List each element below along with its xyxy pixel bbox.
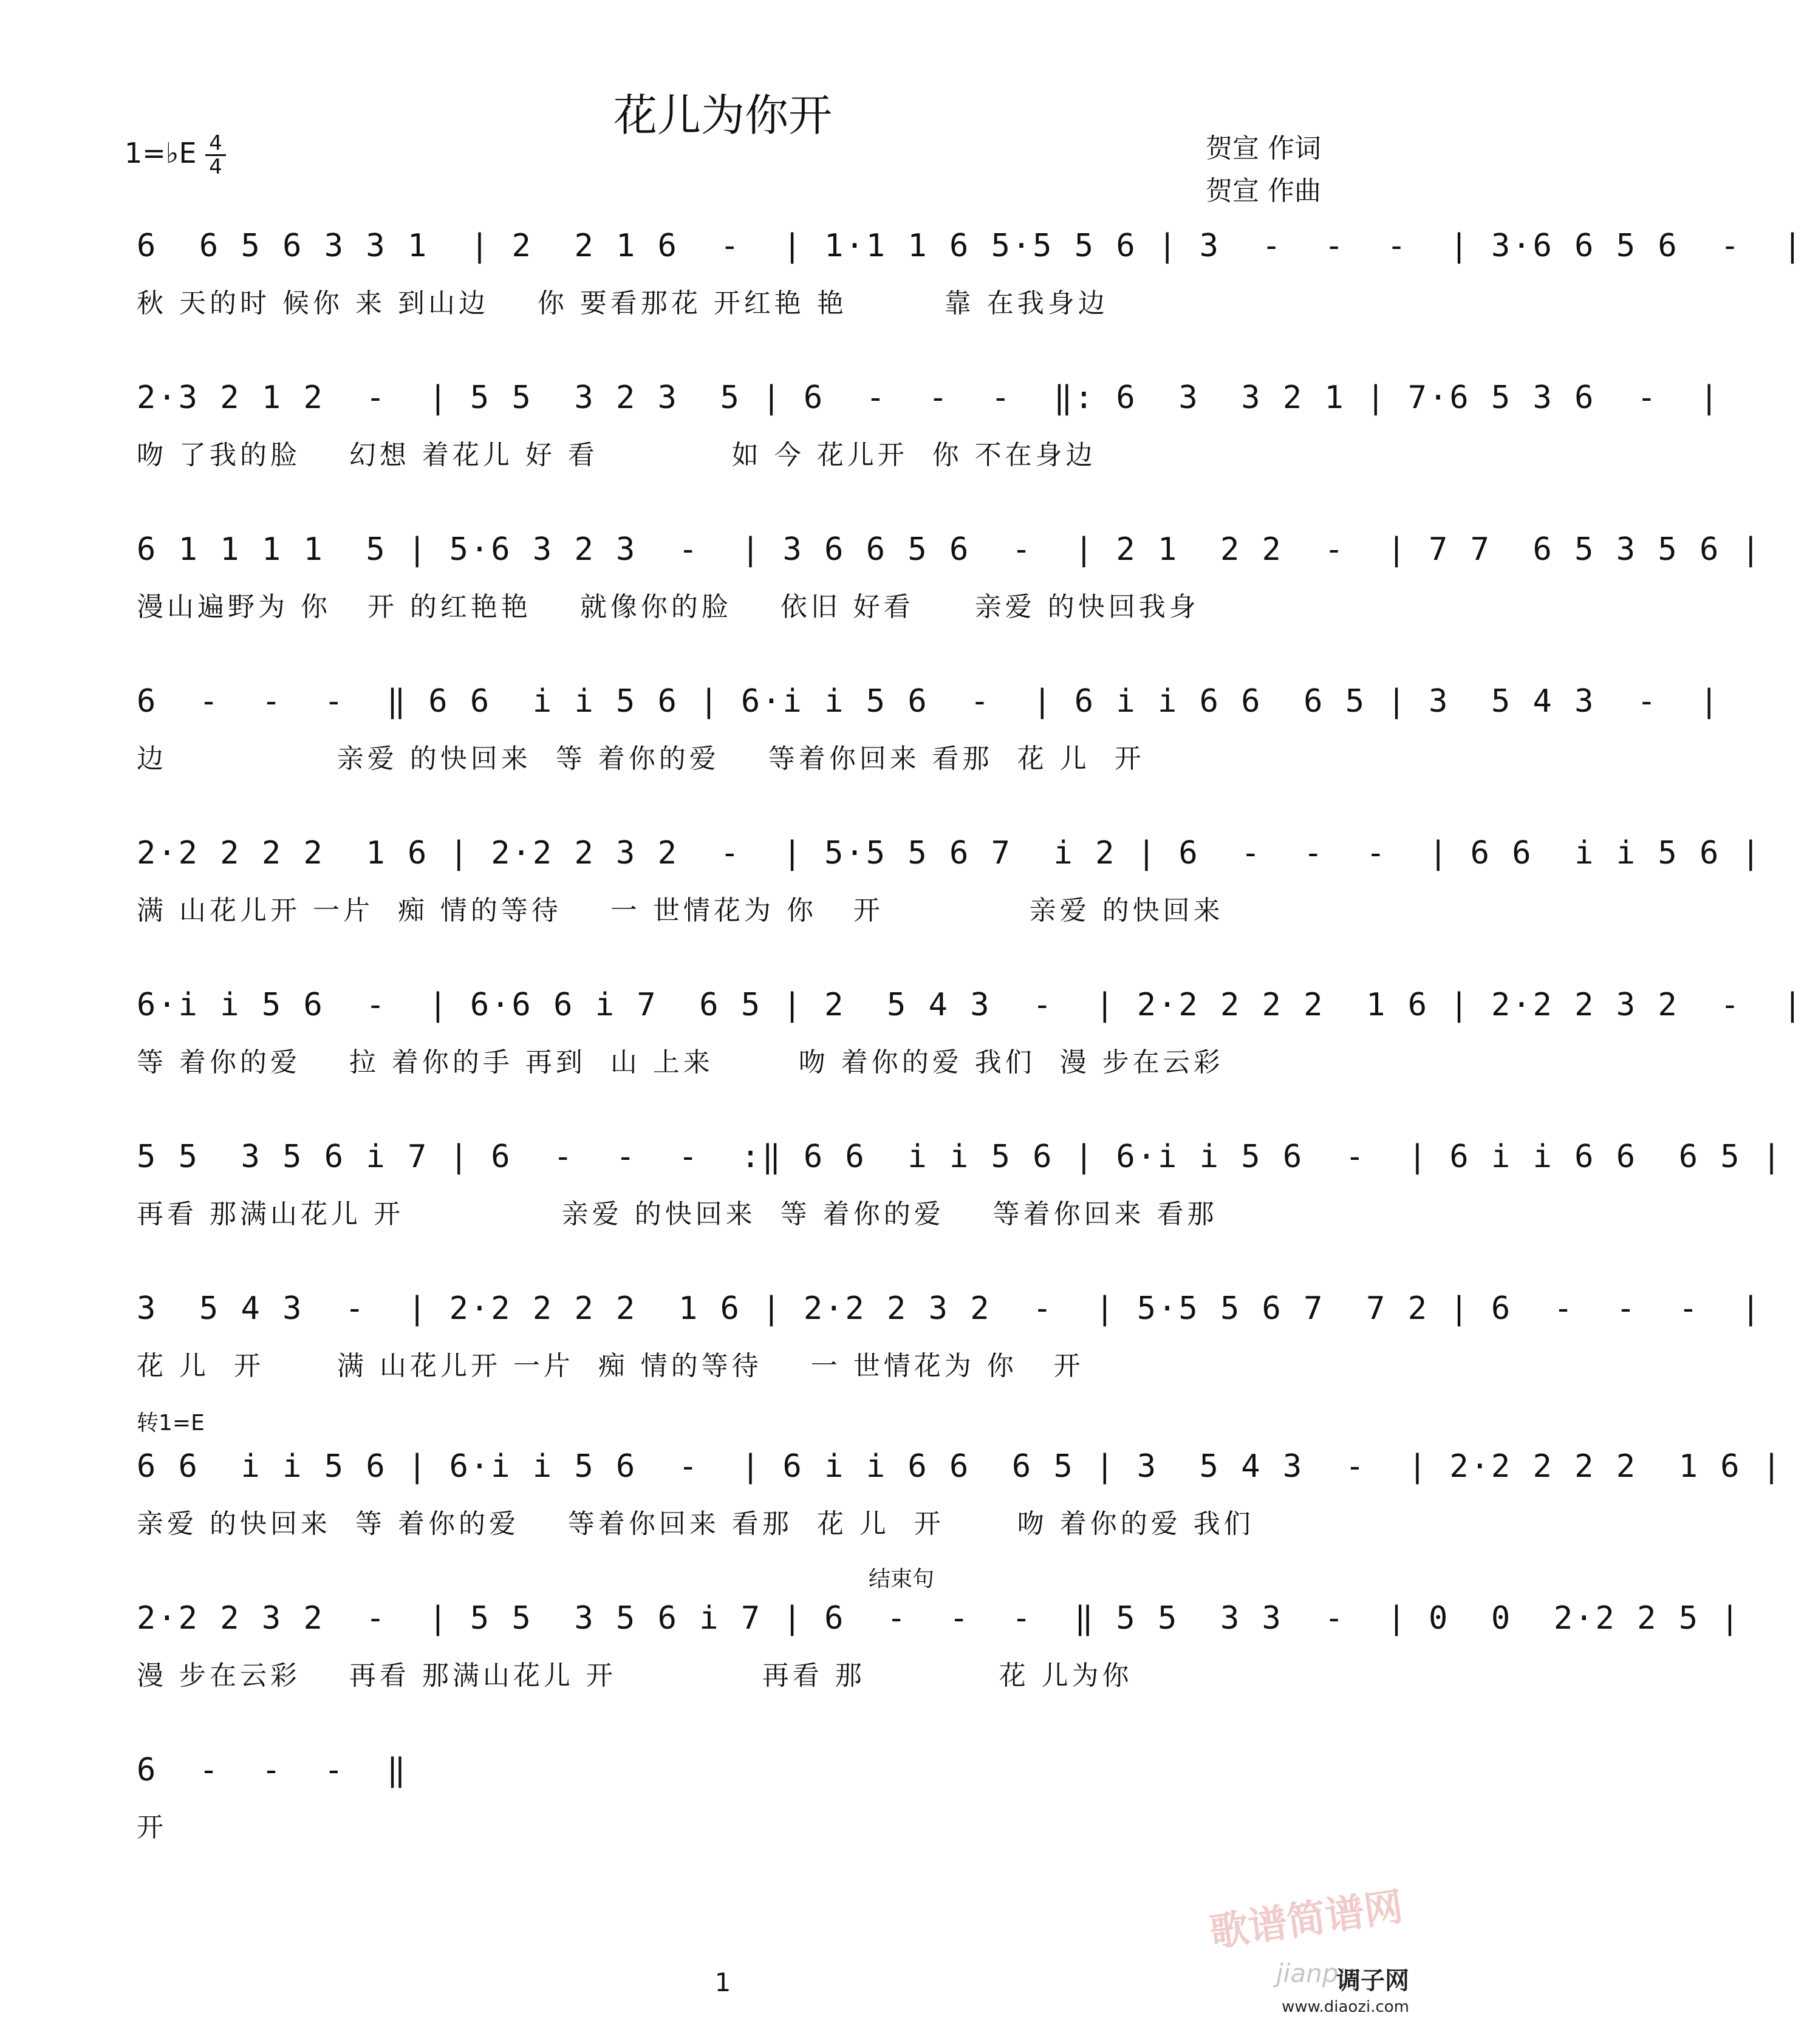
notation-text: 2·2 2 2 2 1 6 | 2·2 2 3 2 - | 5·5 5 6 7 i 2 | 6 - - - | 6 6 i i 5 6 | [137,835,1762,871]
notation-line [137,1290,1762,1351]
lyrics-line: 花 儿 开 满 山花儿开 一片 痴 情的等待 一 世情花为 你 开 [137,1351,1084,1381]
time-signature [205,132,226,178]
notation-line [137,1752,1327,1813]
notation-line [137,987,1804,1048]
score-system-9 [137,1448,1783,1600]
score-system-6 [137,987,1804,1139]
notation-text: 6 6 i i 5 6 | 6·i i 5 6 - | 6 i i 6 6 6 5 | 3 5 4 3 - | 2·2 2 2 2 1 6 | [137,1448,1783,1485]
score-system-11 [137,1752,1327,1904]
watermark-subtext: jianpu [1276,1958,1355,1988]
lyrics-line: 等 着你的爱 拉 着你的手 再到 山 上来 吻 着你的爱 我们 漫 步在云彩 [137,1047,1224,1078]
lyrics-line: 满 山花儿开 一片 痴 情的等待 一 世情花为 你 开 亲爱 的快回来 [137,895,1224,926]
notation-line [137,1448,1783,1509]
notation-text: 3 5 4 3 - | 2·2 2 2 2 1 6 | 2·2 2 3 2 - | 5·5 5 6 7 7 2 | 6 - - - | [137,1290,1762,1327]
score-system-7 [137,1139,1783,1290]
notation-text: 6 6 5 6 3 3 1 | 2 2 1 6 - | 1·1 1 6 5·5 5 6 | 3 - - - | 3·6 6 5 6 - | [137,228,1804,264]
notation-line [137,683,1721,744]
score-system-5 [137,835,1762,987]
key-signature: 1=♭E [125,137,197,169]
watermark-brand: 调子网 [1336,1967,1409,1995]
score-system-10 [137,1600,1741,1752]
notation-line [137,835,1762,896]
lyrics-line: 边 亲爱 的快回来 等 着你的爱 等着你回来 看那 花 儿 开 [137,743,1145,774]
ending-marker: 结束句 [869,1567,935,1592]
notation-line [137,380,1721,440]
lyrics-line: 再看 那满山花儿 开 亲爱 的快回来 等 着你的爱 等着你回来 看那 [137,1199,1218,1230]
meter-bottom: 4 [205,154,226,178]
notation-text: 2·3 2 1 2 - | 5 5 3 2 3 5 | 6 - - - ‖: 6 3 3 2 1 | 7·6 5 3 6 - | [137,380,1721,416]
page-title: 花儿为你开 [613,90,832,141]
lyrics-line: 秋 天的时 候你 来 到山边 你 要看那花 开红艳 艳 靠 在我身边 [137,288,1109,319]
lyricist-credit: 贺宣 作词 [1206,133,1321,164]
watermark-url: www.diaozi.com [1282,1998,1409,2016]
watermark-logo: 歌谱简谱网 [1207,1884,1406,1956]
lyrics-line: 开 [137,1812,167,1843]
notation-text: 5 5 3 5 6 i 7 | 6 - - - :‖ 6 6 i i 5 6 | 6·i i 5 6 - | 6 i i 6 6 6 5 | [137,1139,1783,1175]
modulation-marker: 转1=E [137,1411,205,1436]
page-number: 1 [714,1967,731,1997]
lyrics-line: 吻 了我的脸 幻想 着花儿 好 看 如 今 花儿开 你 不在身边 [137,440,1096,471]
score-system-4 [137,683,1721,835]
score-system-1 [137,228,1804,380]
composer-credit: 贺宣 作曲 [1206,175,1321,206]
notation-line [137,531,1762,592]
lyrics-line: 亲爱 的快回来 等 着你的爱 等着你回来 看那 花 儿 开 吻 着你的爱 我们 [137,1508,1254,1539]
notation-text: 6·i i 5 6 - | 6·6 6 i 7 6 5 | 2 5 4 3 - | 2·2 2 2 2 1 6 | 2·2 2 3 2 - | [137,987,1804,1023]
score-system-3 [137,531,1762,683]
notation-line [137,1139,1783,1199]
notation-line [137,228,1804,288]
score-system-8 [137,1290,1762,1442]
notation-text: 2·2 2 3 2 - | 5 5 3 5 6 i 7 | 6 - - - ‖ 5 5 3 3 - | 0 0 2·2 2 5 | [137,1600,1741,1637]
notation-text: 6 1 1 1 1 5 | 5·6 3 2 3 - | 3 6 6 5 6 - | 2 1 2 2 - | 7 7 6 5 3 5 6 | [137,531,1762,568]
notation-text: 6 - - - ‖ [137,1752,408,1788]
notation-text: 6 - - - ‖ 6 6 i i 5 6 | 6·i i 5 6 - | 6 i i 6 6 6 5 | 3 5 4 3 - | [137,683,1721,720]
meter-top: 4 [209,131,222,155]
lyrics-line: 漫山遍野为 你 开 的红艳艳 就像你的脸 依旧 好看 亲爱 的快回我身 [137,591,1200,622]
lyrics-line: 漫 步在云彩 再看 那满山花儿 开 再看 那 花 儿为你 [137,1660,1133,1691]
notation-line [137,1600,1741,1661]
score-system-2 [137,380,1721,531]
